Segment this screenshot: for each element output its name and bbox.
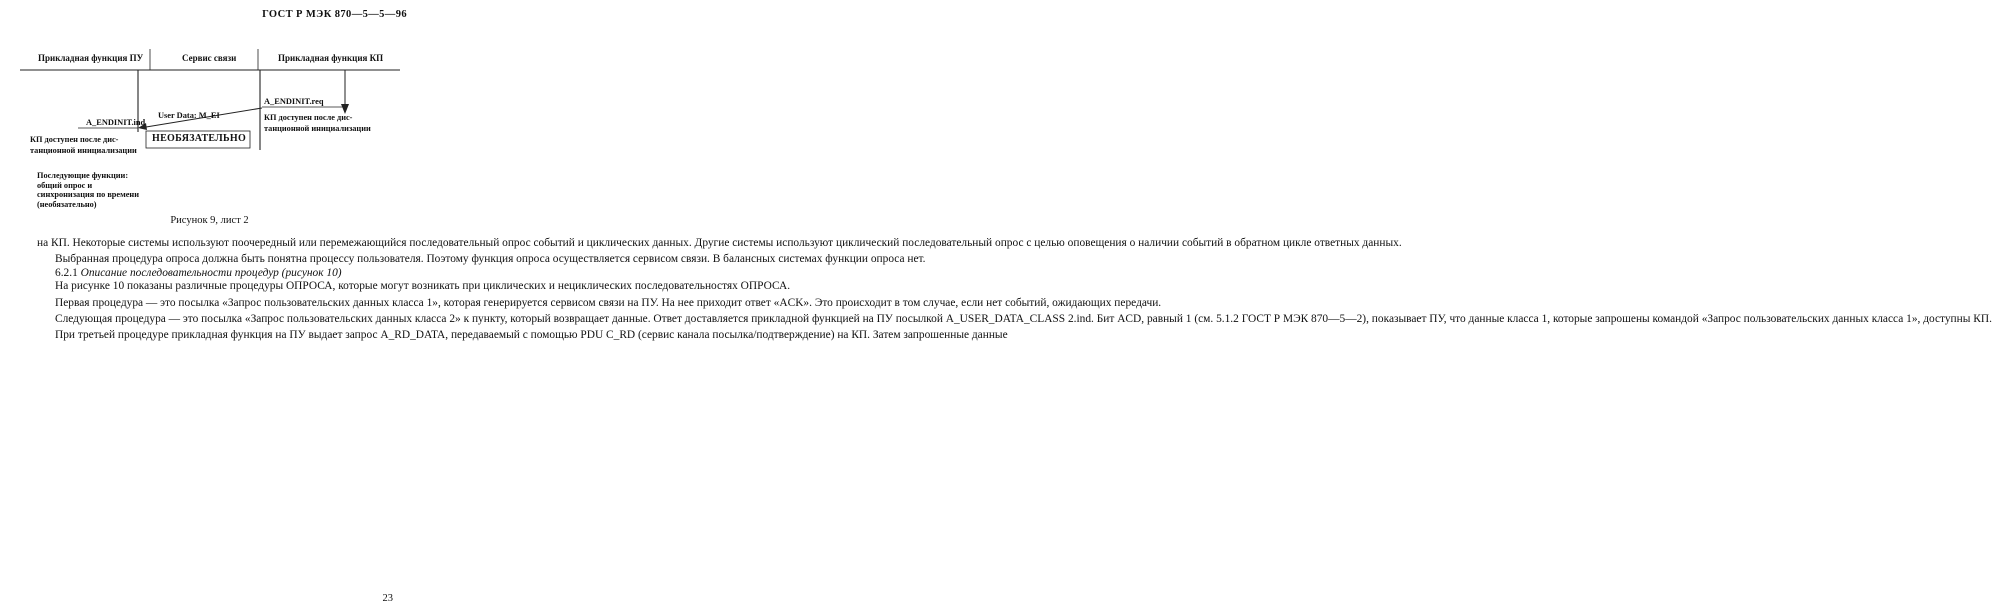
- column-header-outstation: Прикладная функция КП: [278, 53, 384, 63]
- paragraph: При третьей процедуре прикладная функция на ПУ выдает запрос A_RD_DATA, передаваемый с помощью PDU C_RD (сервис канала посылка/подтверждение) на КП. Затем запрошенные данные: [55, 329, 1008, 342]
- paragraph: Следующая процедура — это посылка «Запрос пользовательских данных класса 2» к пункту, который возвращает данные. Ответ доставляется прикладной функцией на ПУ посылкой A_USER_DATA_CLASS 2.ind. Бит ACD, равный 1 (см. 5.1.2 ГОСТ Р МЭК 870—5—2), показывает ПУ, что данные класса 1, которые запрошены командой «Запрос пользовательских данных класса 1», доступны КП.: [55, 313, 1992, 326]
- paragraph: Выбранная процедура опроса должна быть понятна процессу пользователя. Поэтому функция опроса осуществляется сервисом связи. В балансных системах функции опроса нет.: [55, 253, 926, 266]
- indication-label: A_ENDINIT.ind: [86, 118, 146, 127]
- subsequent-functions-note: Последующие функции: общий опрос и синхронизация по времени (необязательно): [37, 171, 139, 209]
- master-available-note: КП доступен после дис- танционной инициализации: [30, 135, 137, 155]
- column-header-link-service: Сервис связи: [182, 53, 237, 63]
- page-number: 23: [382, 593, 393, 604]
- optional-label: НЕОБЯЗАТЕЛЬНО: [152, 133, 247, 144]
- figure-caption: Рисунок 9, лист 2: [170, 215, 249, 226]
- user-data-label: User Data: M_EI: [158, 111, 220, 120]
- column-header-master: Прикладная функция ПУ: [38, 53, 144, 63]
- request-label: A_ENDINIT.req: [264, 97, 324, 106]
- body-text: [37, 237, 1992, 343]
- standard-header: ГОСТ Р МЭК 870—5—5—96: [262, 9, 407, 20]
- section-heading: 6.2.1 Описание последовательности процедур (рисунок 10): [55, 266, 342, 279]
- paragraph: на КП. Некоторые системы используют поочередный или перемежающийся последовательный опрос событий и циклических данных. Другие системы используют циклический последовательный опрос с целью оповещения о наличии событий в обратном цикле ответных данных.: [37, 237, 1402, 249]
- paragraph: На рисунке 10 показаны различные процедуры ОПРОСА, которые могут возникать при циклических и нециклических последовательностях ОПРОСА.: [55, 280, 791, 293]
- paragraph: Первая процедура — это посылка «Запрос пользовательских данных класса 1», которая генерируется сервисом связи на ПУ. На нее приходит ответ «ACK». Это происходит в том случае, если нет событий, ожидающих передачи.: [55, 296, 1162, 309]
- outstation-available-note: КП доступен после дис- танционной инициализации: [264, 113, 371, 133]
